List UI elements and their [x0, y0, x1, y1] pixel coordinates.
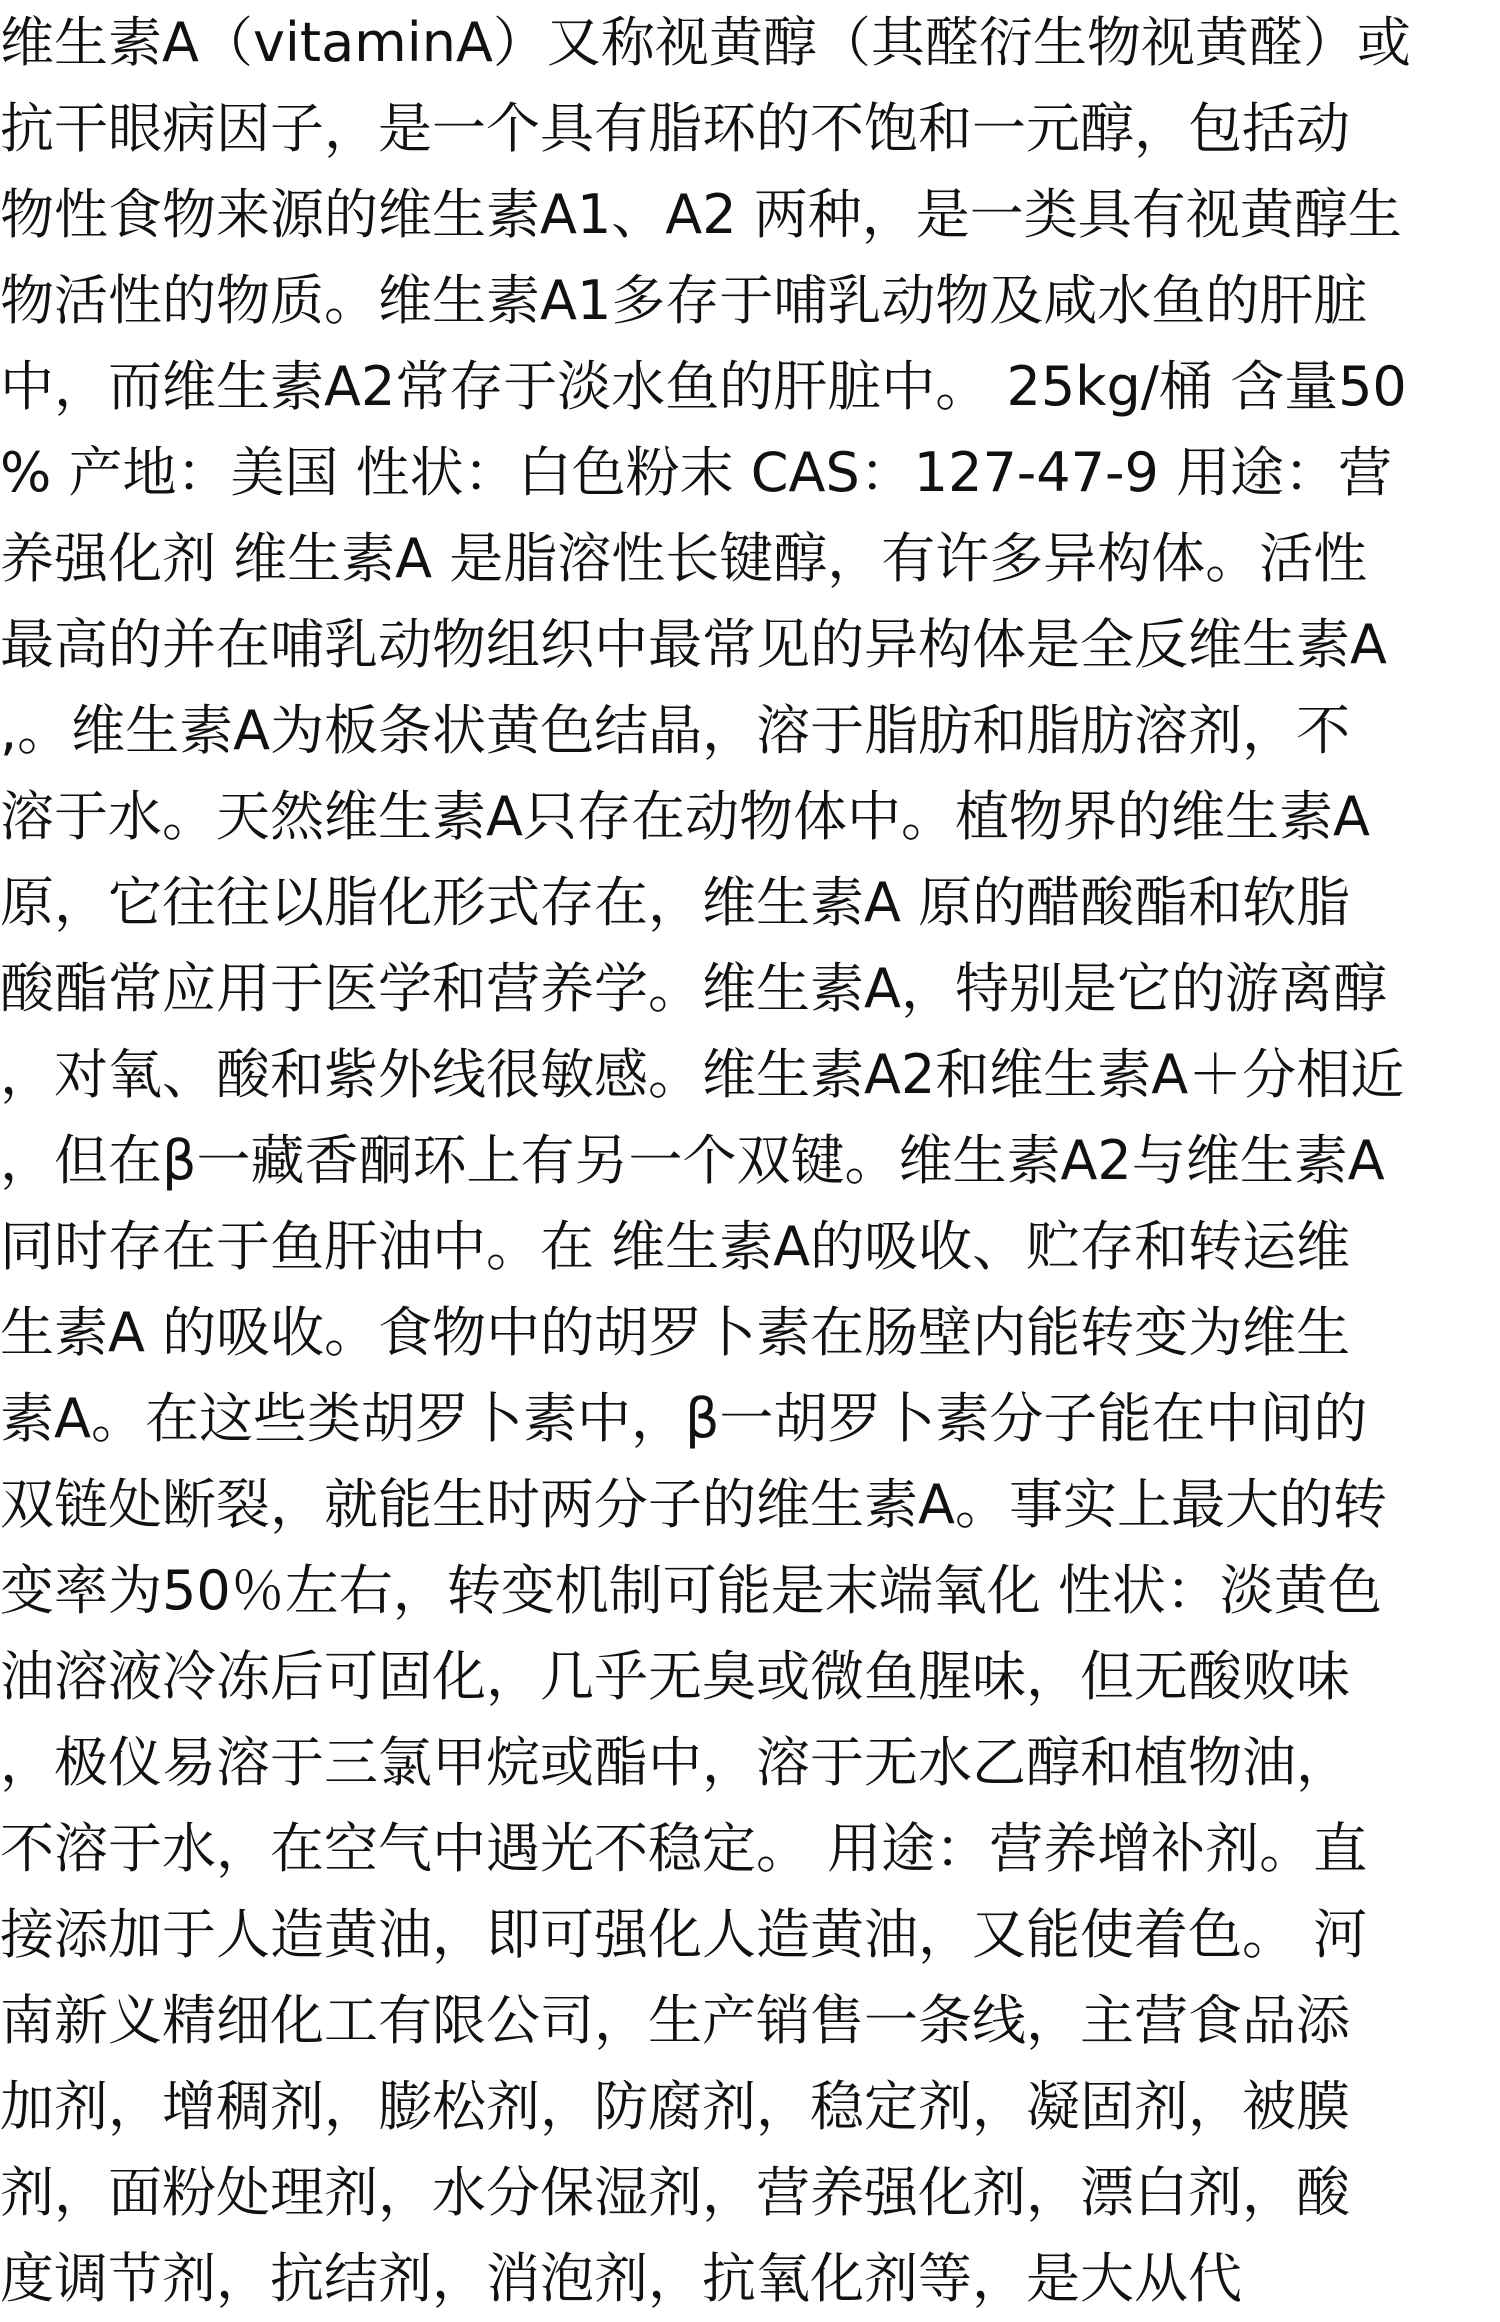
text-line: 双链处断裂，就能生时两分子的维生素A。事实上最大的转: [0, 1473, 1387, 1536]
text-line: 物性食物来源的维生素A1、A2 两种，是一类具有视黄醇生: [0, 183, 1402, 246]
text-line: ，但在β一藏香酮环上有另一个双键。维生素A2与维生素A: [0, 1129, 1385, 1192]
text-line: 中，而维生素A2常存于淡水鱼的肝脏中。 25kg/桶 含量50: [0, 355, 1407, 418]
text-line: 养强化剂 维生素A 是脂溶性长键醇，有许多异构体。活性: [0, 527, 1368, 590]
text-line: 物活性的物质。维生素A1多存于哺乳动物及咸水鱼的肝脏: [0, 269, 1368, 332]
text-line: 接添加于人造黄油，即可强化人造黄油，又能使着色。 河: [0, 1903, 1368, 1966]
text-line: 南新义精细化工有限公司，生产销售一条线，主营食品添: [0, 1989, 1350, 2052]
text-line: 抗干眼病因子，是一个具有脂环的不饱和一元醇，包括动: [0, 97, 1350, 160]
text-line: 原，它往往以脂化形式存在，维生素A 原的醋酸酯和软脂: [0, 871, 1351, 934]
text-line: 生素A 的吸收。食物中的胡罗卜素在肠壁内能转变为维生: [0, 1301, 1351, 1364]
text-line: 剂，面粉处理剂，水分保湿剂，营养强化剂，漂白剂，酸: [0, 2161, 1350, 2224]
text-line: ，极仪易溶于三氯甲烷或酯中，溶于无水乙醇和植物油，: [0, 1731, 1350, 1794]
text-line: 变率为50％左右，转变机制可能是末端氧化 性状：淡黄色: [0, 1559, 1382, 1622]
text-line: 同时存在于鱼肝油中。在 维生素A的吸收、贮存和转运维: [0, 1215, 1351, 1278]
text-line: 维生素A（vitaminA）又称视黄醇（其醛衍生物视黄醛）或: [0, 11, 1411, 74]
text-line: 加剂，增稠剂，膨松剂，防腐剂，稳定剂，凝固剂，被膜: [0, 2075, 1350, 2138]
text-line: 酸酯常应用于医学和营养学。维生素A，特别是它的游离醇: [0, 957, 1387, 1020]
text-line: 不溶于水，在空气中遇光不稳定。 用途：营养增补剂。直: [0, 1817, 1368, 1880]
text-line: 最高的并在哺乳动物组织中最常见的异构体是全反维生素A: [0, 613, 1387, 676]
text-line: % 产地：美国 性状：白色粉末 CAS：127-47-9 用途：营: [0, 441, 1393, 504]
text-line: 度调节剂，抗结剂，消泡剂，抗氧化剂等，是大从代: [0, 2247, 1242, 2310]
text-line: 素A。在这些类胡罗卜素中，β一胡罗卜素分子能在中间的: [0, 1387, 1368, 1450]
text-line: 油溶液冷冻后可固化，几乎无臭或微鱼腥味，但无酸败味: [0, 1645, 1350, 1708]
text-line: ,。维生素A为板条状黄色结晶，溶于脂肪和脂肪溶剂，不: [0, 699, 1351, 762]
text-line: ，对氧、酸和紫外线很敏感。维生素A2和维生素A＋分相近: [0, 1043, 1405, 1106]
text-line: 溶于水。天然维生素A只存在动物体中。植物界的维生素A: [0, 785, 1370, 848]
